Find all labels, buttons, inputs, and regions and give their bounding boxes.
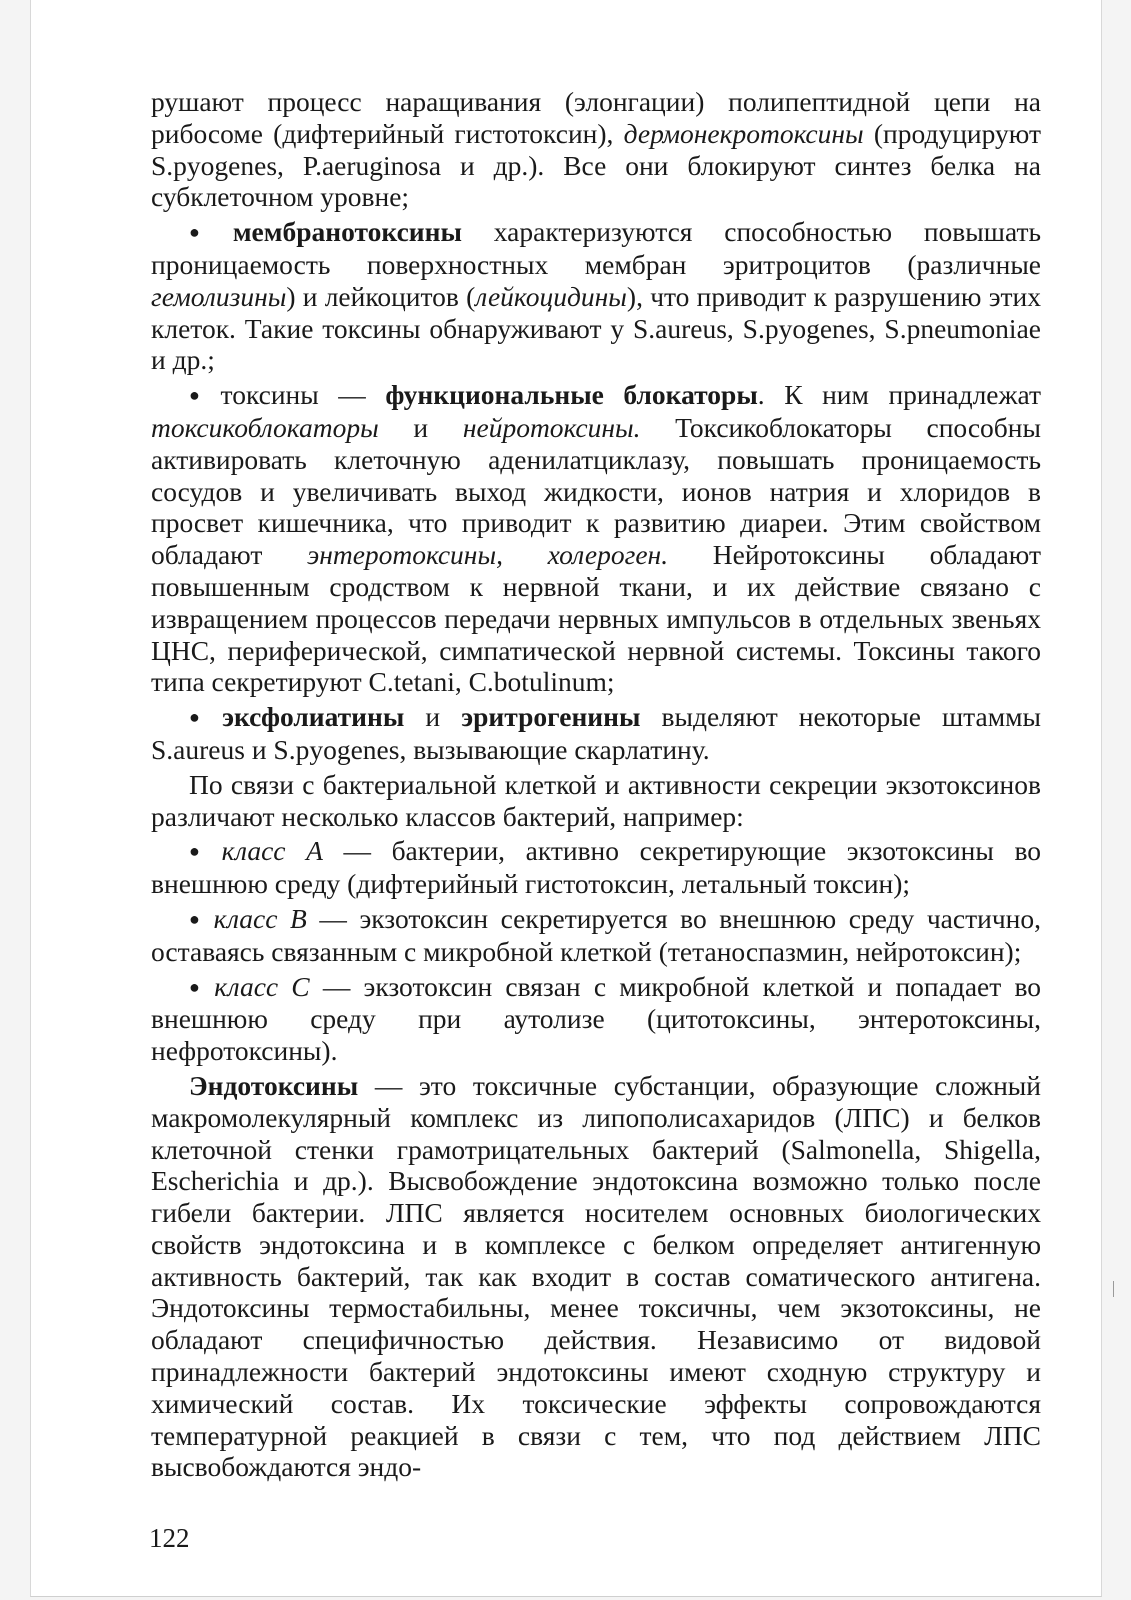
text-run: и [378, 411, 463, 443]
italic-term: класс B [213, 902, 307, 934]
book-page [30, 0, 1102, 1597]
bold-term: эксфолиатины [222, 701, 405, 733]
bullet-paragraph-class-a [151, 835, 1041, 900]
italic-term: нейротоксины. [462, 411, 641, 443]
bullet-icon: ● [189, 222, 225, 243]
text-run: выделяют некоторые штаммы S.aureus и S.pyogenes, вызывающие скарлатину. [151, 701, 1041, 765]
bullet-paragraph-exfoliatins [151, 701, 1041, 766]
bullet-paragraph-membranotoxins [151, 216, 1041, 376]
text-run: — экзотоксин секретируется во внешнюю среду частично, оставаясь связанным с микробной клеткой (тетаноспазмин, нейротоксин); [151, 902, 1041, 967]
text-run: Токсикоблокаторы способны активировать клеточную аденилатциклазу, повышать проницаемость сосудов и увеличивать выход жидкости, ионов натрия и хлоридов в просвет кишечника, что приводит к развитию диареи. Этим свойством обладают [151, 411, 1041, 571]
italic-term: токсикоблокаторы [151, 411, 379, 443]
text-run: — это токсичные субстанции, образующие сложный макромолекулярный комплекс из липополисахаридов (ЛПС) и белков клеточной стенки грамотрицательных бактерий (Salmonella, Shigella, Escherichia и др.). Высвобождение эндотоксина возможно только после гибели бактерии. ЛПС является носителем основных биологических свойств эндотоксина и в комплексе с белком определяет антигенную активность бактерий, так как входит в состав соматического антигена. Эндотоксины термостабильны, менее токсичны, чем экзотоксины, не обладают специфичностью действия. Независимо от видовой принадлежности бактерий эндотоксины имеют сходную структуру и химический состав. Их токсические эффекты сопровождаются температурной реакцией в связи с тем, что под действием ЛПС высвобождаются эндо- [151, 1069, 1041, 1483]
bullet-paragraph-class-c [151, 971, 1041, 1067]
bold-term: эритрогенины [461, 701, 641, 733]
paragraph-endotoxins [151, 1070, 1041, 1483]
bullet-paragraph-functional-blockers [151, 379, 1041, 698]
bullet-icon: ● [189, 707, 215, 728]
italic-term: лейкоцидины [475, 280, 627, 312]
page-number: 122 [149, 1523, 190, 1553]
bullet-icon: ● [189, 908, 206, 929]
body-text [151, 86, 1041, 1483]
text-run: токсины — [220, 379, 386, 411]
text-run: — экзотоксин связан с микробной клеткой и попадает во внешнюю среду при аутолизе (цитотоксины, энтеротоксины, нефротоксины). [151, 970, 1042, 1067]
paragraph [151, 86, 1041, 213]
italic-term: гемолизины [151, 280, 287, 312]
text-run: и [404, 701, 462, 733]
text-run: (продуцируют S.pyogenes, P.aeruginosa и др.). Все они блокируют синтез белка на субклеточном уровне; [151, 117, 1041, 213]
bold-term: Эндотоксины [189, 1069, 359, 1101]
bullet-icon: ● [189, 385, 213, 406]
text-run: рушают процесс наращивания (элонгации) полипептидной цепи на рибосоме (дифтерийный гистотоксин), [151, 86, 1041, 149]
bullet-icon: ● [189, 976, 207, 997]
margin-mark [1113, 1281, 1114, 1297]
bullet-paragraph-class-b [151, 903, 1041, 968]
paragraph-bacteria-classes [151, 769, 1041, 833]
text-run: По связи с бактериальной клеткой и активности секреции экзотоксинов различают несколько классов бактерий, например: [151, 768, 1041, 832]
text-run: ), что приводит к разрушению этих клеток. Такие токсины обнаруживают у S.aureus, S.pyogenes, S.pneumoniae и др.; [151, 280, 1041, 376]
italic-term: дермонекротоксины [623, 117, 864, 149]
text-run: . К ним принадлежат [757, 379, 1042, 411]
bullet-icon: ● [189, 841, 214, 862]
text-run: ) и лейкоцитов ( [286, 280, 476, 312]
italic-term: энтеротоксины, холероген. [307, 539, 669, 571]
text-run: Нейротоксины обладают повышенным сродством к нервной ткани, и их действие связано с извращением процессов передачи нервных импульсов в отдельных звеньях ЦНС, периферической, симпатической нервной системы. Токсины такого типа секретируют C.tetani, C.botulinum; [151, 539, 1041, 698]
bold-term: мембранотоксины [232, 216, 462, 248]
text-run: характеризуются способностью повышать проницаемость поверхностных мембран эритроцитов (различные [151, 216, 1042, 280]
italic-term: класс A [221, 835, 323, 867]
bold-term: функциональные блокаторы [385, 379, 758, 411]
italic-term: класс C [214, 970, 310, 1002]
text-run: — бактерии, активно секретирующие экзотоксины во внешнюю среду (дифтерийный гистотоксин, летальный токсин); [151, 835, 1041, 900]
